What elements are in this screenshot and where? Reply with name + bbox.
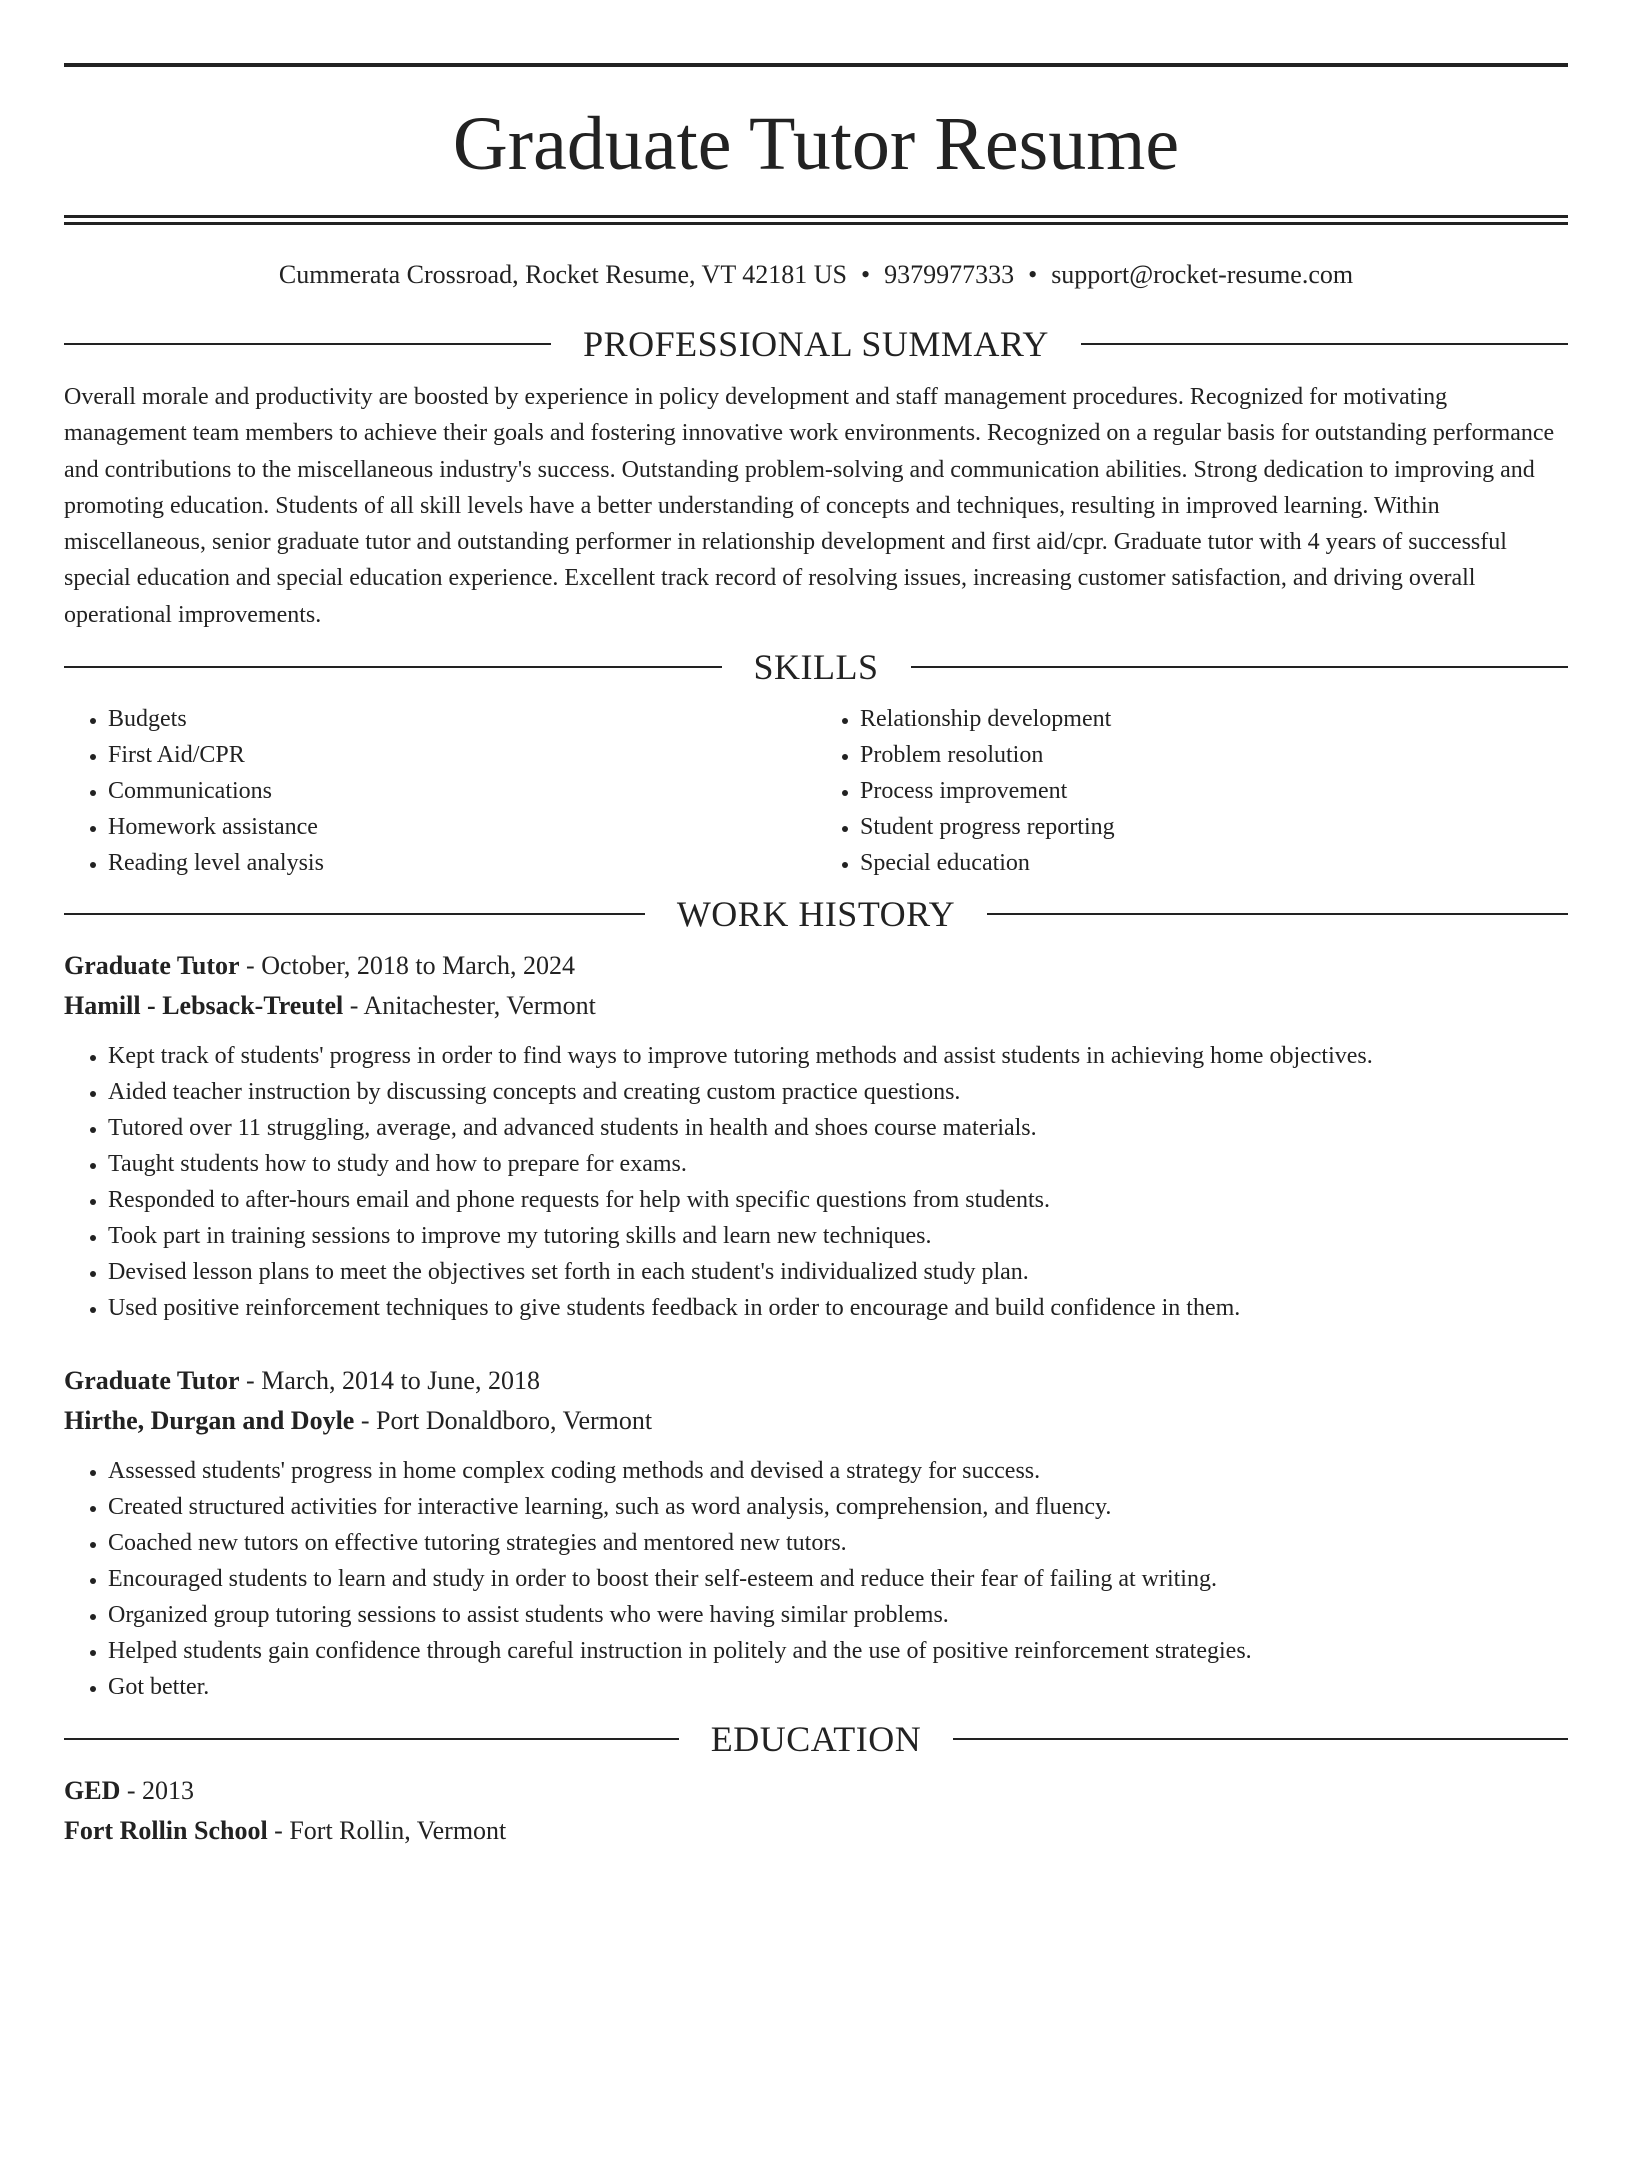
skills-column-left — [64, 701, 816, 881]
education-entry — [64, 1771, 1568, 1851]
job-company-line — [64, 1401, 1568, 1441]
job-bullet: • Responded to after-hours email and phone requests for help with specific questions from students. — [108, 1182, 1568, 1218]
job-bullet: • Got better. — [108, 1669, 1568, 1705]
education-dash: - — [267, 1816, 290, 1846]
job-dash: - — [239, 1366, 262, 1396]
education-location: Fort Rollin, Vermont — [289, 1816, 507, 1846]
job-title-line — [64, 946, 1568, 986]
skill-item: • Homework assistance — [108, 809, 816, 845]
job-bullet: • Assessed students' progress in home complex coding methods and devised a strategy for success. — [108, 1453, 1568, 1489]
job-bullet: • Taught students how to study and how to prepare for exams. — [108, 1146, 1568, 1182]
education-degree: GED — [64, 1776, 121, 1806]
contact-separator: • — [860, 260, 871, 289]
section-rule-left — [64, 666, 722, 668]
education-heading: EDUCATION — [710, 1719, 922, 1760]
job-dash: - — [239, 951, 262, 981]
education-school: Fort Rollin School — [64, 1816, 268, 1846]
job-bullet: • Encouraged students to learn and study in order to boost their self-esteem and reduce their fear of failing at writing. — [108, 1561, 1568, 1597]
skill-item: • Student progress reporting — [860, 809, 1568, 845]
summary-text: Overall morale and productivity are boosted by experience in policy development and staff management procedures. Recognized for motivating management team members to achieve their goals and fostering innovative work environments. Recognized on a regular basis for outstanding performance and contributions to the miscellaneous industry's success. Outstanding problem-solving and communication abilities. Strong dedication to improving and promoting education. Students of all skill levels have a better understanding of concepts and techniques, resulting in improved learning. Within miscellaneous, senior graduate tutor and outstanding performer in relationship development and first aid/cpr. Graduate tutor with 4 years of successful special education and special education experience. Excellent track record of resolving issues, increasing customer satisfaction, and driving overall operational improvements. — [64, 384, 1555, 628]
skill-item: • Process improvement — [860, 773, 1568, 809]
job-entry — [64, 946, 1568, 1326]
education-dash: - — [120, 1776, 143, 1806]
summary-section-header — [64, 324, 1568, 364]
education-year: 2013 — [142, 1776, 195, 1806]
skill-item: • Special education — [860, 845, 1568, 881]
skill-item: • Communications — [108, 773, 816, 809]
job-title: Graduate Tutor — [64, 1366, 240, 1396]
work-section-header — [64, 894, 1568, 934]
job-company: Hamill - Lebsack-Treutel — [64, 991, 344, 1021]
education-degree-line — [64, 1771, 1568, 1811]
section-rule-left — [64, 913, 645, 915]
job-bullets — [64, 1453, 1568, 1705]
skill-item: • Problem resolution — [860, 737, 1568, 773]
skill-item: • First Aid/CPR — [108, 737, 816, 773]
job-bullet: • Kept track of students' progress in order to find ways to improve tutoring methods and assist students in achieving home objectives. — [108, 1038, 1568, 1074]
section-rule-left — [64, 343, 551, 345]
resume-page — [0, 63, 1632, 2175]
job-bullets — [64, 1038, 1568, 1326]
job-dash: - — [354, 1406, 377, 1436]
section-rule-right — [953, 1738, 1568, 1740]
job-bullet: • Created structured activities for interactive learning, such as word analysis, comprehension, and fluency. — [108, 1489, 1568, 1525]
job-bullet: • Helped students gain confidence through careful instruction in politely and the use of positive reinforcement strategies. — [108, 1633, 1568, 1669]
education-school-line — [64, 1811, 1568, 1851]
job-dates: October, 2018 to March, 2024 — [261, 951, 575, 981]
contact-address: Cummerata Crossroad, Rocket Resume, VT 42181 US — [278, 260, 847, 289]
section-rule-right — [987, 913, 1568, 915]
job-bullet: • Devised lesson plans to meet the objectives set forth in each student's individualized study plan. — [108, 1254, 1568, 1290]
job-bullet: • Organized group tutoring sessions to assist students who were having similar problems. — [108, 1597, 1568, 1633]
job-bullet: • Used positive reinforcement techniques to give students feedback in order to encourage and build confidence in them. — [108, 1290, 1568, 1326]
education-section-header — [64, 1719, 1568, 1759]
contact-email: support@rocket-resume.com — [1051, 260, 1354, 289]
skill-item: • Relationship development — [860, 701, 1568, 737]
skills-list — [64, 701, 1568, 881]
job-title-line — [64, 1361, 1568, 1401]
resume-title: Graduate Tutor Resume — [452, 102, 1180, 186]
skill-item: • Budgets — [108, 701, 816, 737]
skills-section-header — [64, 647, 1568, 687]
skills-heading: SKILLS — [753, 647, 879, 688]
work-heading: WORK HISTORY — [676, 894, 956, 935]
job-company-line — [64, 986, 1568, 1026]
skill-item: • Reading level analysis — [108, 845, 816, 881]
job-company: Hirthe, Durgan and Doyle — [64, 1406, 355, 1436]
job-title: Graduate Tutor — [64, 951, 240, 981]
job-bullet: • Tutored over 11 struggling, average, and advanced students in health and shoes course materials. — [108, 1110, 1568, 1146]
job-dash: - — [343, 991, 364, 1021]
section-rule-right — [1081, 343, 1568, 345]
section-rule-left — [64, 1738, 679, 1740]
summary-heading: PROFESSIONAL SUMMARY — [583, 324, 1049, 364]
contact-separator: • — [1028, 260, 1038, 289]
job-bullet: • Coached new tutors on effective tutoring strategies and mentored new tutors. — [108, 1525, 1568, 1561]
skills-column-right — [816, 701, 1568, 881]
job-location: Port Donaldboro, Vermont — [376, 1406, 653, 1436]
contact-line — [64, 259, 1568, 291]
job-dates: March, 2014 to June, 2018 — [261, 1366, 540, 1396]
title-double-rule — [64, 215, 1568, 225]
job-bullet: • Took part in training sessions to improve my tutoring skills and learn new techniques. — [108, 1218, 1568, 1254]
job-entry — [64, 1361, 1568, 1705]
job-bullet: • Aided teacher instruction by discussing concepts and creating custom practice questions. — [108, 1074, 1568, 1110]
contact-phone: 9379977333 — [884, 260, 1015, 289]
job-location: Anitachester, Vermont — [363, 991, 596, 1021]
section-rule-right — [911, 666, 1569, 668]
